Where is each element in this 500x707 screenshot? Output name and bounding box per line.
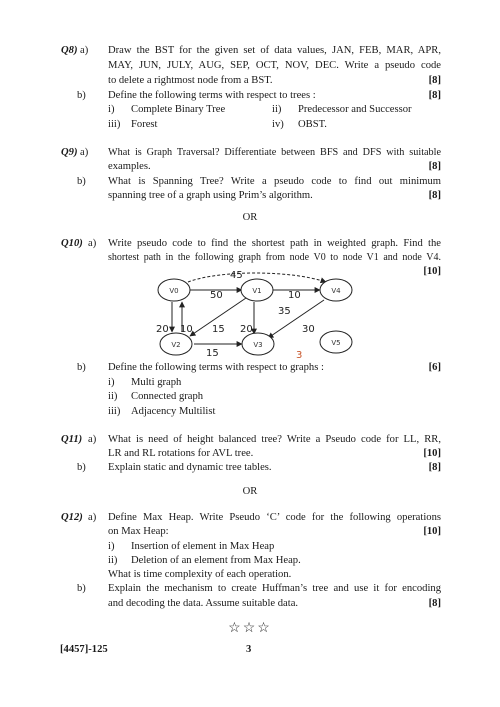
q11-a-line-1 (0, 433, 500, 447)
q10-number: Q10) (61, 238, 83, 249)
item-number: ii) (272, 104, 282, 115)
edge-weight: 15 (206, 348, 219, 359)
q8-b-label: b) (77, 90, 86, 101)
item-text: Deletion of an element from Max Heap. (131, 555, 301, 566)
q12-a-item-1 (0, 540, 500, 554)
q12-a-extra-text: What is time complexity of each operation. (108, 569, 292, 580)
item-number: ii) (108, 555, 118, 566)
q11-a-text-1: What is need of height balanced tree? Write a Pseudo code for LL, RR, (108, 434, 441, 445)
or-divider-1: OR (242, 212, 258, 223)
q10-a-text-2: shortest path in the following graph from node V0 to node V1 and node V4. (108, 252, 441, 263)
q8-a-text-2: MAY, JUN, JULY, AUG, SEP, OCT, NOV, DEC. Write a pseudo code (108, 60, 441, 71)
q12-a-item-2 (0, 554, 500, 568)
footer-page-number: 3 (246, 644, 252, 655)
edge-weight: 35 (278, 306, 291, 317)
q12-b-text-2: and decoding the data. Assume suitable data. (108, 598, 299, 609)
item-text: Insertion of element in Max Heap (131, 541, 275, 552)
item-text: Forest (131, 119, 158, 130)
q9-b-label: b) (77, 176, 86, 187)
edge-weight: 20 (156, 324, 169, 335)
edge-weight: 45 (230, 270, 243, 281)
q9-a-line-2 (0, 160, 500, 174)
q8-a-marks: [8] (428, 75, 441, 86)
q12-a-text-2: on Max Heap: (108, 526, 169, 537)
item-text: OBST. (298, 119, 327, 130)
edge-v4-v3 (268, 300, 324, 338)
q9-a-label: a) (80, 147, 89, 158)
q8-a-text-1: Draw the BST for the given set of data values, JAN, FEB, MAR, APR, (108, 45, 441, 56)
item-text: Complete Binary Tree (131, 104, 226, 115)
q9-a-marks: [8] (428, 161, 441, 172)
or-divider-2: OR (242, 486, 258, 497)
item-number: iii) (108, 119, 121, 130)
item-text: Adjacency Multilist (131, 406, 216, 417)
q8-a-label: a) (80, 45, 89, 56)
item-number: i) (108, 377, 115, 388)
q10-a-text-1: Write pseudo code to find the shortest path in weighted graph. Find the (108, 238, 441, 249)
node-label: V1 (252, 287, 262, 295)
item-text: Connected graph (131, 391, 204, 402)
q9-b-marks: [8] (428, 190, 441, 201)
q8-b-line (0, 89, 500, 103)
q10-a-line-2 (0, 251, 500, 265)
q12-a-line-1 (0, 511, 500, 525)
q10-a-label: a) (88, 238, 97, 249)
q12-number: Q12) (61, 512, 83, 523)
q12-b-line-1 (0, 582, 500, 596)
edge-weight: 50 (210, 290, 223, 301)
q11-a-text-2: LR and RL rotations for AVL tree. (108, 448, 254, 459)
q11-number: Q11) (61, 434, 83, 445)
q9-b-line-1 (0, 175, 500, 189)
item-number: iii) (108, 406, 121, 417)
edge-weight: 3 (296, 350, 303, 360)
footer-paper-code: [4457]-125 (60, 644, 108, 655)
node-label: V5 (331, 339, 341, 347)
q10-b-item-1 (0, 376, 500, 390)
weighted-graph-figure (150, 268, 358, 360)
node-label: V4 (331, 287, 341, 295)
q8-a-text-3: to delete a rightmost node from a BST. (108, 75, 273, 86)
item-text: Predecessor and Successor (298, 104, 412, 115)
item-number: iv) (272, 119, 284, 130)
q12-b-label: b) (77, 583, 86, 594)
q8-a-line-2 (0, 59, 500, 73)
item-text: Multi graph (131, 377, 182, 388)
edge-weight: 10 (288, 290, 301, 301)
node-label: V3 (253, 341, 263, 349)
q10-b-marks: [6] (428, 362, 441, 373)
q9-b-text-1: What is Spanning Tree? Write a pseudo code to find out minimum (108, 176, 441, 187)
q10-b-item-2 (0, 390, 500, 404)
q11-b-label: b) (77, 462, 86, 473)
q10-b-label: b) (77, 362, 86, 373)
q12-b-text-1: Explain the mechanism to create Huffman’s tree and use it for encoding (108, 583, 441, 594)
q11-b-marks: [8] (428, 462, 441, 473)
q11-a-label: a) (88, 434, 97, 445)
q12-a-label: a) (88, 512, 97, 523)
q8-a-line-3 (0, 74, 500, 88)
q8-b-marks: [8] (428, 90, 441, 101)
q11-a-line-2 (0, 447, 500, 461)
q11-b-line (0, 461, 500, 475)
q8-a-line-1 (0, 44, 500, 58)
q12-b-marks: [8] (428, 598, 441, 609)
q12-a-extra (0, 568, 500, 582)
end-stars: ☆☆☆ (228, 621, 272, 636)
edge-weight: 10 (180, 324, 193, 335)
q9-b-line-2 (0, 189, 500, 203)
q10-b-item-3 (0, 405, 500, 419)
node-label: V2 (171, 341, 181, 349)
edge-weight: 15 (212, 324, 225, 335)
q9-a-text-1: What is Graph Traversal? Differentiate between BFS and DFS with suitable (108, 147, 441, 158)
q10-b-line (0, 361, 500, 375)
q11-b-text-1: Explain static and dynamic tree tables. (108, 462, 272, 473)
edge-weight: 20 (240, 324, 253, 335)
q12-a-marks: [10] (423, 526, 441, 537)
q10-b-intro: Define the following terms with respect to graphs : (108, 362, 324, 373)
q10-a-line-1 (0, 237, 500, 251)
q8-b-intro: Define the following terms with respect to trees : (108, 90, 316, 101)
item-number: i) (108, 104, 115, 115)
item-number: i) (108, 541, 115, 552)
q11-a-marks: [10] (423, 448, 441, 459)
edge-weight: 30 (302, 324, 315, 335)
node-label: V0 (169, 287, 179, 295)
q8-b-items-row-2 (0, 118, 500, 132)
q10-a-marks: [10] (423, 266, 441, 277)
q9-a-text-2: examples. (108, 161, 151, 172)
q9-b-text-2: spanning tree of a graph using Prim’s algorithm. (108, 190, 313, 201)
q12-a-text-1: Define Max Heap. Write Pseudo ‘C’ code for the following operations (108, 512, 441, 523)
q9-a-line-1 (0, 146, 500, 160)
q8-b-items-row-1 (0, 103, 500, 117)
q9-number: Q9) (61, 147, 78, 158)
q8-number: Q8) (61, 45, 78, 56)
q12-a-line-2 (0, 525, 500, 539)
item-number: ii) (108, 391, 118, 402)
q12-b-line-2 (0, 597, 500, 611)
